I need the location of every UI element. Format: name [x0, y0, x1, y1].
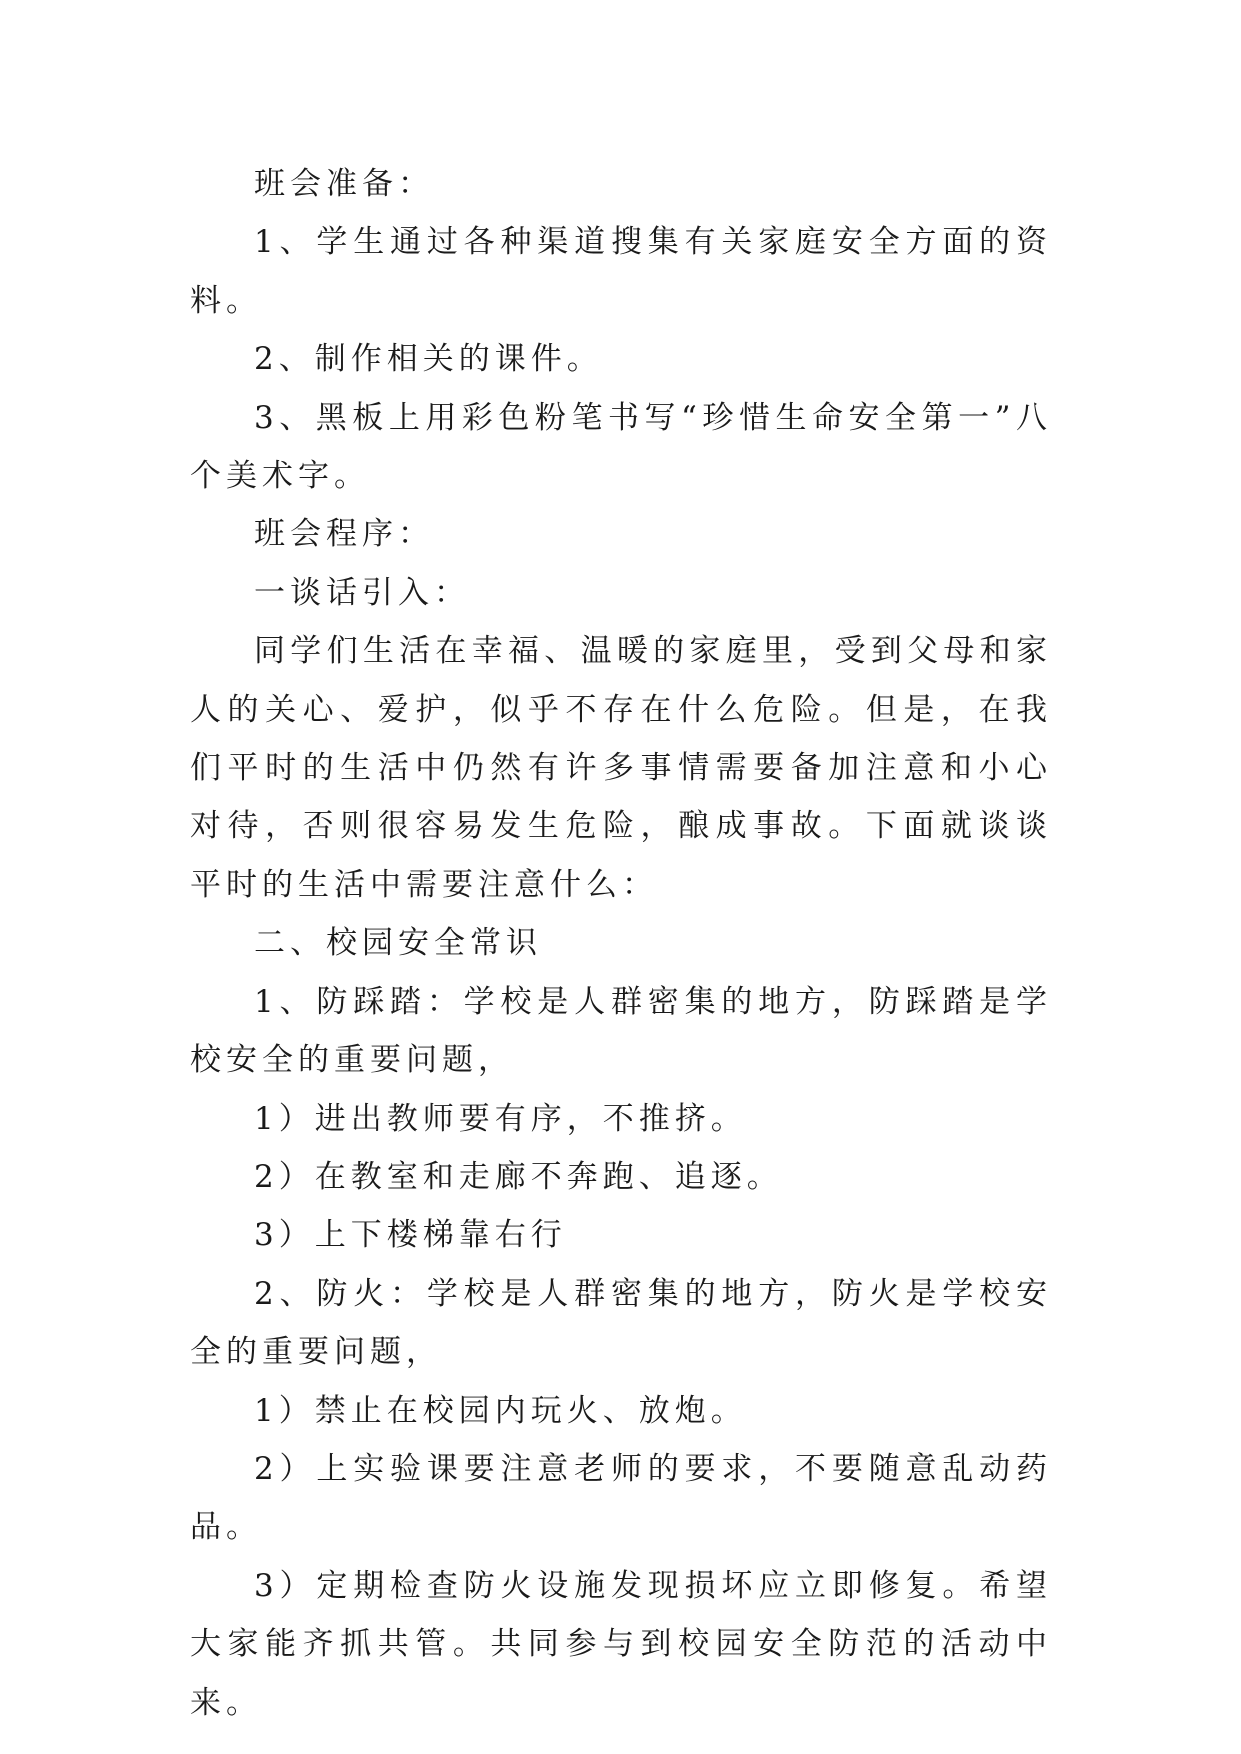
paragraph-stampede-item-3: 3）上下楼梯靠右行	[254, 1217, 567, 1254]
paragraph-intro-text: 同学们生活在幸福、温暖的家庭里，受到父母和家人的关心、爱护，似乎不存在什么危险。但是，在我们平时的生活中仍然有许多事情需要备加注意和小心对待，否则很容易发生危险，酿成事故。下面就谈谈平时的生活中需要注意什么：	[190, 633, 1052, 903]
paragraph-prep-item-1: 1、学生通过各种渠道搜集有关家庭安全方面的资料。	[190, 224, 1052, 319]
paragraph-preparation-heading: 班会准备：	[254, 166, 434, 202]
paragraph-fire-item-3: 3）定期检查防火设施发现损坏应立即修复。希望大家能齐抓共管。共同参与到校园安全防范的活动中来。	[190, 1567, 1052, 1721]
paragraph-stampede-prevention: 1、防踩踏：学校是人群密集的地方，防踩踏是学校安全的重要问题，	[190, 983, 1052, 1079]
paragraph-prep-item-2: 2、制作相关的课件。	[254, 341, 603, 378]
paragraph-fire-item-2: 2）上实验课要注意老师的要求，不要随意乱动药品。	[190, 1450, 1052, 1546]
paragraph-prep-item-3: 3、黑板上用彩色粉笔书写“珍惜生命安全第一”八个美术字。	[190, 399, 1052, 495]
paragraph-intro-heading: 一谈话引入：	[254, 574, 470, 611]
paragraph-procedure-heading: 班会程序：	[254, 516, 434, 553]
paragraph-fire-item-1: 1）禁止在校园内玩火、放炮。	[254, 1392, 747, 1429]
paragraph-stampede-item-1: 1）进出教师要有序，不推挤。	[254, 1100, 747, 1137]
paragraph-stampede-item-2: 2）在教室和走廊不奔跑、追逐。	[254, 1158, 783, 1195]
paragraph-fire-prevention: 2、防火：学校是人群密集的地方，防火是学校安全的重要问题，	[190, 1275, 1052, 1371]
document-body	[190, 155, 1052, 1732]
paragraph-campus-safety-heading: 二、校园安全常识	[254, 925, 542, 962]
